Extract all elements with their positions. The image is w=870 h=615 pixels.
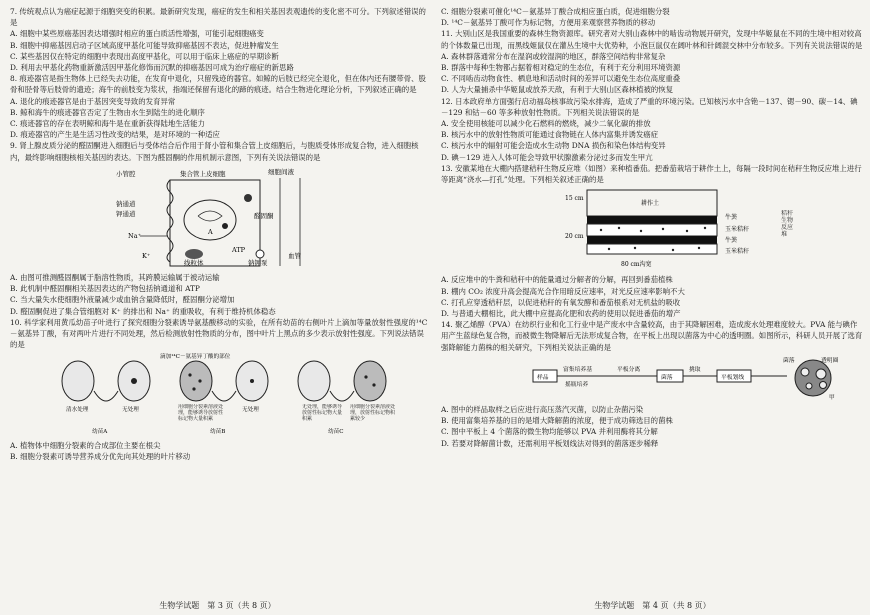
label-colony: 菌落 — [783, 357, 795, 364]
straw-layer-1 — [587, 224, 717, 236]
label-dung2: 牛粪 — [725, 237, 738, 245]
question-10-option-b: B. 细胞分裂素可诱导营养成分优先向其处理的叶片移动 — [10, 451, 191, 461]
question-10-continued — [441, 6, 863, 28]
label-measure: 平板划线 — [721, 374, 745, 381]
question-9-option-a: A. 由图可推测醛固酮属于脂溶性物质，其跨膜运输属于被动运输 — [10, 273, 220, 283]
seedling-a-left-leaf — [62, 361, 94, 401]
label-drop-site: 滴加¹⁴C－氨基异丁酸的部位 — [160, 354, 231, 361]
label-seedling-a: 幼苗A — [92, 429, 108, 436]
cucumber-seedling-diagram — [10, 351, 430, 438]
pva-screening-diagram — [441, 354, 863, 403]
label-na: Na⁺ — [128, 231, 141, 240]
seedling-b-stem — [212, 391, 236, 401]
label-nucleus-a: A — [208, 227, 213, 236]
label-cell: 集合管上皮细胞 — [180, 169, 226, 178]
question-13-option-b: B. 棚内 CO₂ 浓度升高会提高光合作用暗反应速率，对光反应速率影响不大 — [441, 286, 685, 296]
label-soil: 耕作土 — [641, 200, 660, 208]
label-straw2: 玉米秸秆 — [725, 248, 750, 256]
label-aldosterone: 醛固酮 — [254, 211, 274, 220]
label-vessel: 血管 — [288, 251, 301, 260]
seedling-b-dot-3 — [192, 388, 195, 391]
straw-speck-7 — [608, 248, 610, 250]
label-treat-cyto: 用细胞分裂素溶液处理，能够诱导放射性标记物大量积累 — [178, 404, 224, 423]
question-7-option-b: B. 细胞中抑癌基因启动子区域高度甲基化可能导致抑癌基因不表达，促进肿瘤发生 — [10, 40, 279, 50]
straw-speck-3 — [640, 230, 642, 232]
straw-speck-10 — [698, 247, 700, 249]
question-14-option-d: D. 若要对降解菌计数，还需利用平板划线法对得到的菌落逐步稀释 — [441, 438, 659, 448]
label-straw: 玉米秸秆 — [725, 226, 750, 234]
question-9 — [10, 140, 430, 316]
label-na-channel: 钠通道 — [116, 199, 136, 208]
question-14-option-b: B. 使用富集培养基的目的是增大降解菌的浓度，便于成功筛选目的菌株 — [441, 416, 673, 426]
page-3-footer: 生物学试题 第 3 页（共 8 页） — [159, 601, 276, 610]
label-dung: 牛粪 — [725, 214, 738, 222]
label-seedling-c: 幼苗C — [328, 429, 344, 436]
question-14-option-a: A. 图中的样品取样之后应进行高压蒸汽灭菌，以防止杂菌污染 — [441, 405, 644, 415]
label-treat-none3: 无处理，能够诱导放射性标记物大量积累 — [302, 404, 342, 423]
question-8 — [10, 73, 430, 140]
label-lumen: 小管腔 — [116, 169, 136, 178]
question-8-stem: 8. 痕迹器官是指生物体上已经失去功能，在发育中退化，只留残迹的器官。如鲸的后肢已经完全退化，但在体内还有腰带骨、股骨和胫骨等后肢骨的遗迹；海牛的前肢变为浆状，指端还保留有退化的蹄的痕迹。结合生物进化理论分析，下列叙述正确的是 — [10, 74, 426, 95]
label-seedling-b: 幼苗B — [210, 429, 226, 436]
label-mito: 线粒体 — [184, 258, 204, 267]
question-13 — [441, 163, 863, 319]
seedling-b-left-leaf — [180, 361, 212, 401]
question-13-stem: 13. 安徽某地在大棚内搭建秸秆生物反应堆（如图）来种植番茄。把番茄栽培于耕作土上，每隔一段时间在秸秆生物反应堆上进行等距离“浇水—打孔”处理。下列相关叙述正确的是 — [441, 163, 862, 185]
halo-3 — [806, 383, 812, 389]
question-14-option-c: C. 图中平板上 4 个菌落的微生物均能够以 PVA 并利用酶将其分解 — [441, 427, 658, 437]
dung-layer-1 — [587, 216, 717, 224]
straw-speck-6 — [704, 227, 706, 229]
question-9-option-d: D. 醛固酮促进了集合管细胞对 K⁺ 的排出和 Na⁺ 的重吸收，有利于维持机体稳态 — [10, 306, 276, 316]
label-a: 甲 — [829, 394, 835, 400]
label-plate: 平板分离 — [617, 366, 641, 373]
aldosterone-molecule — [244, 194, 252, 202]
straw-speck-9 — [672, 249, 674, 251]
straw-speck-5 — [686, 230, 688, 232]
cell-outline — [170, 180, 260, 266]
question-14 — [441, 319, 863, 449]
question-11 — [441, 28, 863, 95]
dung-layer-2 — [587, 236, 717, 244]
halo-1 — [801, 368, 809, 376]
question-12-option-b: B. 核污水中的放射性物质可能通过食物链在人体内富集并诱发癌症 — [441, 130, 659, 140]
question-11-option-d: D. 人为大量捕杀中华姬鼠或放养天敌，有利于大别山区森林植被的恢复 — [441, 85, 674, 95]
page-4-footer: 生物学试题 第 4 页（共 8 页） — [594, 601, 711, 610]
question-14-stem: 14. 聚乙烯醇（PVA）在纺织行业和化工行业中是产废水中含量较高，由于其降解困难，造成废水处理难度较大。PVA 能与碘作用产生蓝绿色复合物，而被微生物降解后无法形成复合物，在平板上出现以菌落为中心的透明圈。如图所示，科研人员开展了选育强降解能力菌株的相关研究，下列相关说法正确的是 — [441, 320, 863, 352]
seedling-b-dot-4 — [250, 379, 254, 383]
petri-dish — [795, 360, 831, 396]
receptor-complex — [222, 223, 228, 229]
label-atp: ATP — [232, 245, 246, 254]
label-strain: 菌落 — [661, 374, 673, 381]
question-11-option-a: A. 森林群落通常分布在湿润或较湿润的地区，群落空间结构非常复杂 — [441, 51, 666, 61]
seedling-b-dot-1 — [188, 374, 191, 377]
question-8-option-c: C. 痕迹器官的存在表明鲸和海牛是在重新获得陆地生活能力 — [10, 119, 205, 129]
label-treat-cyto2: 用细胞分裂素溶液处理，放射性标记物积累较少 — [350, 404, 396, 423]
dna-helix — [198, 211, 222, 221]
seedling-b-dot-2 — [198, 380, 201, 383]
seedling-c-dot-1 — [364, 376, 367, 379]
question-9-option-c: C. 当大量失水使细胞外液量减少或血钠含量降低时，醛固酮分泌增加 — [10, 295, 235, 305]
question-10-option-c: C. 细胞分裂素可催化¹⁴C－氨基异丁酸合成相应蛋白质，促进细胞分裂 — [441, 7, 670, 16]
page-3-content — [10, 6, 430, 462]
straw-layer-2 — [587, 244, 717, 254]
question-8-option-a: A. 退化的痕迹器官是由于基因突变导致的发育异常 — [10, 96, 176, 106]
aldosterone-diagram — [10, 164, 430, 271]
question-11-option-c: C. 不同啮齿动物食性、栖息地和活动时间的差异可以避免生态位高度重叠 — [441, 74, 681, 84]
label-enrich-sub: 摇瓶培养 — [565, 381, 589, 388]
label-halo: 透明圈 — [821, 357, 839, 364]
seedling-c-dot-2 — [372, 384, 375, 387]
page-4-content — [441, 6, 863, 449]
question-10-stem: 10. 科学家利用黄瓜幼苗子叶进行了探究细胞分裂素诱导氨基酸移动的实验，在所有幼苗的右侧叶片上滴加等量放射性强度的¹⁴C－氨基异丁酸，有对两叶片进行不同处理，然后检测放射性物质的分布，图中叶片上黑点的多少表示放射性强度。下列说法错误的是 — [10, 317, 428, 350]
question-13-option-c: C. 打孔应穿透秸秆层，以促进秸秆的有氧发酵和番茄根系对无机盐的吸收 — [441, 297, 681, 307]
label-k: K⁺ — [142, 251, 151, 260]
label-treat-none2: 无处理 — [242, 407, 259, 414]
question-10-option-d: D. ¹⁴C－氨基异丁酸可作为标记物，方便用来观察营养物质的移动 — [441, 18, 656, 28]
label-reactor: 秸秆生物反应堆 — [781, 210, 793, 239]
label-h20: 20 cm — [565, 233, 584, 241]
label-sample: 样品 — [537, 374, 549, 381]
question-10-option-a: A. 植物体中细胞分裂素的合成部位主要在根尖 — [10, 440, 161, 450]
question-10 — [10, 317, 430, 462]
page-4 — [435, 0, 870, 615]
question-12-option-a: A. 安全使用核能可以减少化石燃料的燃烧，减少二氧化碳的排放 — [441, 119, 651, 129]
label-k-channel: 钾通道 — [116, 209, 136, 218]
question-13-option-a: A. 反应堆中的牛粪和秸秆中的能量通过分解者的分解，再回到番茄植株 — [441, 275, 673, 285]
question-7 — [10, 6, 430, 73]
halo-4 — [820, 381, 827, 388]
question-7-option-d: D. 利用去甲基化药物重新激活因甲基化修饰而沉默的抑癌基因可成为治疗癌症的新思路 — [10, 63, 294, 73]
seedling-c-stem — [330, 391, 354, 401]
question-12-stem: 12. 日本政府单方面强行启动福岛核事故污染水排海，造成了严重的环境污染。已知核污水中含铯－137、锶－90、碳－14、碘－129 和钴－60 等多种放射性物质。下列相关说法错误的是 — [441, 96, 858, 117]
question-9-option-b: B. 此机制中醛固酮相关基因表达的产物包括钠通道和 ATP — [10, 284, 200, 294]
label-interstitial: 细胞间液 — [268, 167, 294, 176]
question-12-option-d: D. 碘－129 进入人体可能会导致甲状腺激素分泌过多而发生甲亢 — [441, 152, 653, 162]
halo-2 — [816, 369, 826, 379]
sodium-pump — [256, 250, 264, 258]
question-12 — [441, 96, 863, 163]
seedling-a-dot — [131, 378, 137, 384]
mitochondrion — [185, 249, 203, 259]
question-7-stem: 7. 传统观点认为癌症起源于细胞突变的积累。最新研究发现，癌症的发生和相关基因表观遗传的变化密不可分。下列叙述错误的是 — [10, 7, 426, 28]
straw-speck-8 — [634, 247, 636, 249]
question-7-option-a: A. 细胞中某些原癌基因表达增强时相应的蛋白质活性增强，可能引起细胞癌变 — [10, 29, 264, 39]
question-8-option-d: D. 痕迹器官的产生是生活习性改变的结果，是对环境的一种适应 — [10, 130, 220, 140]
seedling-c-right-leaf — [354, 361, 386, 401]
question-7-option-c: C. 某些基因仅在特定的细胞中表现出高度甲基化，可以用于临床上癌症的早期诊断 — [10, 51, 279, 61]
straw-speck-1 — [600, 229, 602, 231]
label-h15: 15 cm — [565, 195, 584, 203]
seedling-a-stem — [94, 391, 118, 401]
label-w80: 80 cm沟宽 — [621, 261, 652, 269]
straw-reactor-diagram — [441, 186, 863, 273]
label-treat-none: 无处理 — [122, 407, 139, 414]
straw-speck-4 — [662, 228, 664, 230]
question-13-option-d: D. 与普通大棚相比，此大棚中应提高化肥和农药的使用以促进番茄的增产 — [441, 309, 681, 319]
question-11-stem: 11. 大别山区是我国重要的森林生物资源库。研究者对大别山森林中的啮齿动物展开研究，发现中华姬鼠在不同的生境中相对较高的个体数量已出现，而黑线姬鼠仅在灌丛生境中大优势种，小泡巨鼠仅在阔叶林和针阔混交林中分布较多。下列有关说法错误的是 — [441, 29, 863, 50]
question-8-option-b: B. 鲸和海牛的痕迹器官否定了生物由水生到陆生的进化顺序 — [10, 107, 205, 117]
label-pick: 挑取 — [689, 366, 701, 373]
question-12-option-c: C. 核污水中的辐射可能会造成水生动物 DNA 损伤和染色体结构变异 — [441, 141, 666, 151]
label-treat-water: 清水处理 — [66, 407, 89, 414]
question-9-stem: 9. 肾上腺皮质分泌的醛固酮进入细胞后与受体结合后作用于肾小管和集合管上皮细胞后，与胞质受体形成复合物，进入细胞核内，最终影响细胞核相关基因的表达。下图为醛固酮的作用机制示意图，下列有关说法错误的是 — [10, 141, 419, 162]
straw-speck-2 — [618, 227, 620, 229]
label-enrich: 富集培养基 — [563, 366, 592, 373]
question-11-option-b: B. 群落中每种生物都占据着相对稳定的生态位，有利于充分利用环境资源 — [441, 63, 681, 73]
label-pump: 钠钾泵 — [248, 258, 268, 267]
seedling-c-left-leaf — [298, 361, 330, 401]
